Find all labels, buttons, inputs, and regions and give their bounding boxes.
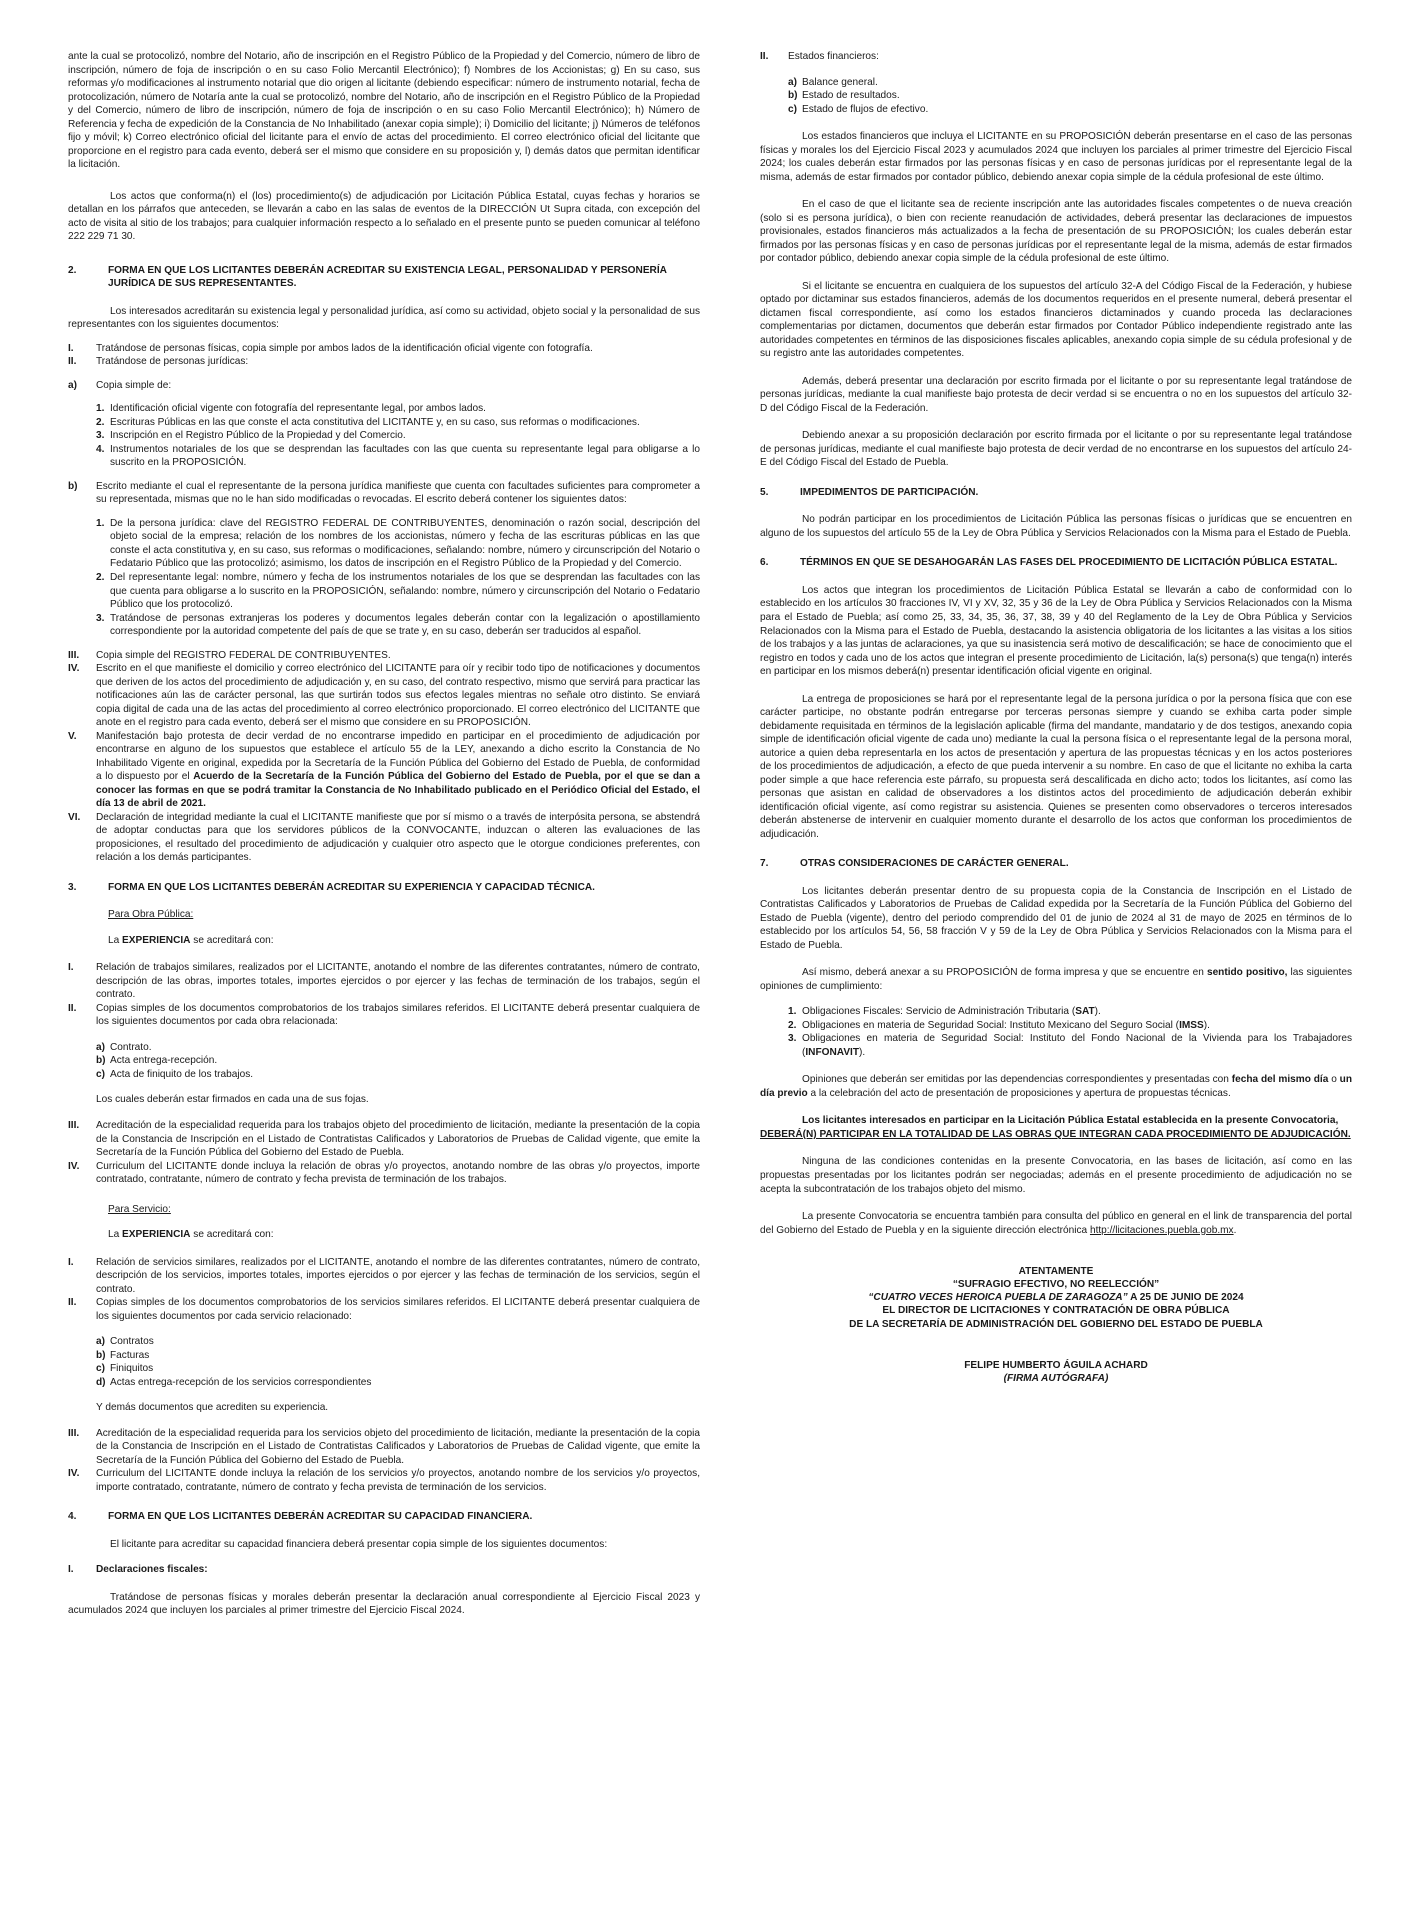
signature-note: (FIRMA AUTÓGRAFA) (1003, 1372, 1109, 1384)
list-item: IV. Curriculum del LICITANTE donde incluya la relación de los servicios y/o proyectos, anotando nombre de los servicios y/o proyectos, importe contratado, contratante, número de contrato y fecha prevista de terminación de los servicios. (68, 1468, 700, 1493)
estados-list (760, 76, 1352, 117)
b-items-list (68, 517, 700, 639)
list-item: 1. Identificación oficial vigente con fotografía del representante legal, por ambos lados. (96, 403, 486, 415)
list-item: c) Finiquitos (96, 1363, 154, 1375)
list-item: d) Actas entrega-recepción de los servicios correspondientes (96, 1376, 372, 1388)
list-item: VI. Declaración de integridad mediante la cual el LICITANTE manifieste que por sí mismo o a través de interpósita persona, se abstendrá de adoptar conductas para que los servidores públicos de la CONVOCANTE, induzcan o alteren las evaluaciones de las proposiciones, el resultado del procedimiento de adjudicación y cualquier otro aspecto que le otorgue condiciones preferentes, con relación a los demás participantes. (68, 811, 700, 864)
servicio-docs-list (68, 1335, 700, 1389)
section-2-intro: Los interesados acreditarán su existencia legal y personalidad jurídica, así como su actividad, objeto social y la personalidad de sus representantes con los siguientes documentos: (68, 305, 700, 331)
section-number: 4. (68, 1511, 77, 1523)
section-2-heading (68, 264, 700, 291)
list-item: I. Tratándose de personas físicas, copia simple por ambos lados de la identificación oficial vigente con fotografía. (68, 342, 593, 354)
right-column (760, 0, 1352, 1385)
section-number: 7. (760, 858, 769, 870)
list-item: I. Relación de trabajos similares, realizados por el LICITANTE, anotando el nombre de las diferentes contratantes, número de contrato, descripción de las obras, importes totales, importes ejercidos o por ejercer y las fechas de terminación de los trabajos, según el contrato. (68, 962, 700, 1001)
section-number: 6. (760, 557, 769, 569)
list-item: a) Copia simple de: (68, 379, 172, 391)
actos-paragraph: Los actos que conforma(n) el (los) procedimiento(s) de adjudicación por Licitación Pública Estatal, cuyas fechas y horarios se detallan en los párrafos que anteceden, se llevarán a cabo en las salas de eventos de la DIRECCIÓN Ut Supra citada, con excepción del acto de visita al sitio de los trabajos; para cualquier información respecto a lo señalado en el presente punto se pueden comunicar al teléfono 222 229 71 30. (68, 190, 700, 243)
paragraph: Debiendo anexar a su proposición declaración por escrito firmada por el licitante o por su representante legal tratándose de personas jurídicas, mediante el cual manifieste bajo protesta de decir verdad de no encontrarse en los supuestos del artículo 24-E del Código Fiscal del Estado de Puebla. (760, 430, 1352, 469)
paragraph: Los estados financieros que incluya el LICITANTE en su PROPOSICIÓN deberán presentarse en el caso de las personas físicas y morales los del Ejercicio Fiscal 2023 y acumulados 2024 que incluyen los parciales al primer trimestre del Ejercicio Fiscal 2024; los cuales deberán estar firmados por las personas físicas y en caso de personas jurídicas por el representante legal de la misma, además de estar firmados por contador público, debiendo anexar copia simple de la cédula profesional de este último. (760, 131, 1352, 183)
list-item: I. Declaraciones fiscales: (68, 1564, 208, 1576)
declaraciones-paragraph: Tratándose de personas físicas y morales deberán presentar la declaración anual correspondiente al Ejercicio Fiscal 2023 y acumulados 2024 que incluyen los parciales al primer trimestre del Ejercicio Fiscal 2024. (68, 1591, 700, 1617)
list-item: b) Facturas (96, 1349, 150, 1361)
list-item: II. Copias simples de los documentos comprobatorios de los servicios similares referidos. El LICITANTE deberá presentar cualquiera de los siguientes documentos por cada servicio relacionado: (68, 1297, 700, 1322)
paragraph: Así mismo, deberá anexar a su PROPOSICIÓN de forma impresa y que se encuentre en sentido positivo, las siguientes opiniones de cumplimiento: (760, 967, 1352, 992)
list-item: 3. Obligaciones en materia de Seguridad Social: Instituto del Fondo Nacional de la Vivienda para los Trabajadores (INFONAVIT). (788, 1033, 1352, 1058)
list-item: b) Acta entrega-recepción. (96, 1055, 218, 1067)
list-item: II. Estados financieros: (760, 51, 879, 62)
list-item: b) Estado de resultados. (788, 90, 900, 102)
paragraph: Opiniones que deberán ser emitidas por las dependencias correspondientes y presentadas con fecha del mismo día o un día previo a la celebración del acto de presentación de proposiciones y apertura de propuestas técnicas. (760, 1074, 1352, 1099)
list-item: c) Acta de finiquito de los trabajos. (96, 1068, 254, 1080)
obra-docs-list (68, 1041, 700, 1082)
paragraph: La entrega de proposiciones se hará por el representante legal de la persona jurídica o por la persona física que con ese carácter participe, no obstante podrán entregarse por terceras personas siempre y cuando se exhiba carta poder simple debidamente requisitada en términos de la legislación aplicable (firma del mandante, mandatario y de dos testigos, anexando copia simple de identificación oficial vigente de cada uno) mediante la cual la persona física o el representante legal de la persona moral, autorice a quien deba representarla en los actos de presentación y apertura de las propuestas técnicas y en los actos posteriores de los procedimientos de adjudicación, a efecto de que pueda intervenir a su nombre. En caso de que el licitante no exhiba la carta poder simple a que hace referencia este párrafo, su propuesta será descalificada en dicho acto; todos los licitantes, así como las personas que asistan en calidad de observadores a los distintos actos del procedimiento de adjudicación deberán exhibir identificación oficial vigente, así como registrar su asistencia. Quienes se presenten como observadores o terceros interesados deberán abstenerse de intervenir en cualquier momento durante el desarrollo de los actos que conforman los procedimientos de adjudicación. (760, 693, 1352, 840)
intro-paragraph: ante la cual se protocolizó, nombre del Notario, año de inscripción en el Registro Público de la Propiedad y del Comercio, número de libro de inscripción, número de foja de inscripción o en su caso Folio Mercantil Electrónico); f) Nombres de los Accionistas; g) En su caso, sus reformas y/o modificaciones al instrumento notarial que dio origen al licitante (debiendo especificar: número de instrumento notarial, fecha de protocolización, número de Notaría ante la cual se protocolizó, nombre del Notario, año de inscripción en el Registro Público de la Propiedad y del Comercio, número de libro de inscripción, número de foja de inscripción o en su caso Folio Mercantil Electrónico); h) Número de Referencia y fecha de expedición de la Constancia de No Inhabilitado (anexar copia simple); i) Domicilio del licitante; j) Números de teléfonos fijo y móvil; k) Correo electrónico oficial del licitante para el envío de actas del procedimiento. El correo electrónico oficial del licitante que proporcione en el registro para cada evento, deberá ser el mismo que considere en su proposición y, l) demás datos que permitan identificar la licitación. (68, 51, 700, 171)
experiencia-line: La EXPERIENCIA se acreditará con: (108, 934, 274, 946)
signer-office: DE LA SECRETARÍA DE ADMINISTRACIÓN DEL GOBIERNO DEL ESTADO DE PUEBLA (849, 1318, 1263, 1330)
list-item: 2. Obligaciones en materia de Seguridad Social: Instituto Mexicano del Seguro Social (IMSS). (788, 1019, 1210, 1031)
paragraph: Los licitantes deberán presentar dentro de su propuesta copia de la Constancia de Inscripción en el Listado de Contratistas Calificados y Laboratorios de Pruebas de Calidad expedida por la Secretaría de la Función Pública del Gobierno del Estado de Puebla (vigente), dentro del periodo comprendido del 01 de junio de 2024 al 31 de mayo de 2025 en términos de lo establecido por los artículos 54, 56, 58 fracción V y 59 de la Ley de Obra Pública y Servicios Relacionados con la Misma para el Estado de Puebla. (760, 885, 1352, 951)
section-title: FORMA EN QUE LOS LICITANTES DEBERÁN ACREDITAR SU EXPERIENCIA Y CAPACIDAD TÉCNICA. (108, 881, 595, 893)
list-item: 1. Obligaciones Fiscales: Servicio de Administración Tributaria (SAT). (788, 1006, 1101, 1018)
paragraph: Los actos que integran los procedimientos de Licitación Pública Estatal se llevarán a cabo de conformidad con lo establecido en los artículos 30 fracciones IV, VI y XV, 32, 35 y 36 de la Ley de Obra Pública y Servicios Relacionados con la Misma para el Estado de Puebla; así como 25, 33, 34, 35, 36, 37, 38, 39 y 40 del Reglamento de la Ley de Obra Pública y Servicios Relacionados con la Misma para el Estado de Puebla, destacando la asistencia obligatoria de los licitantes a las visitas a los sitios de los trabajos y a las juntas de aclaraciones, ya que su inasistencia será motivo de descalificación; se hace de conocimiento que el registro en todos y cada uno de los actos que integran el presente procedimiento de Licitación, la(s) persona(s) que tenga(n) interés en participar en los mismos deberá(n) presentar identificación oficial vigente en original. (760, 584, 1352, 678)
motto: “SUFRAGIO EFECTIVO, NO REELECCIÓN” (952, 1279, 1160, 1291)
place-date: “CUATRO VECES HEROICA PUEBLA DE ZARAGOZA” A 25 DE JUNIO DE 2024 (868, 1292, 1244, 1304)
section-number: 5. (760, 486, 769, 498)
signature-block (760, 1265, 1352, 1385)
transparency-link[interactable]: http://licitaciones.puebla.gob.mx (1089, 1224, 1234, 1236)
section-3-heading (68, 881, 700, 895)
left-column (68, 0, 700, 1618)
list-item: III. Copia simple del REGISTRO FEDERAL DE CONTRIBUYENTES. (68, 649, 391, 661)
list-item: c) Estado de flujos de efectivo. (788, 103, 929, 115)
list-item: III. Acreditación de la especialidad requerida para los servicios objeto del procedimiento de licitación, mediante la presentación de la copia de la Constancia de Inscripción en el Listado de Contratistas Calificados y Laboratorios de Pruebas de Calidad vigente, que emite la Secretaría de la Función Pública del Gobierno del Estado de Puebla. (68, 1427, 700, 1466)
servicio-subtitle: Para Servicio: (108, 1203, 171, 1215)
paragraph: No podrán participar en los procedimientos de Licitación Pública las personas físicas o jurídicas que se encuentren en alguno de los supuestos del artículo 55 de la Ley de Obra Pública y Servicios Relacionados con la Misma para el Estado de Puebla. (760, 514, 1352, 539)
section-7-heading (760, 857, 1352, 871)
participation-notice: Los licitantes interesados en participar en la Licitación Pública Estatal establecida en la presente Convocatoria, DEBERÁ(N) PARTICIPAR EN LA TOTALIDAD DE LAS OBRAS QUE INTEGRAN CADA PROCEDIMIENTO DE ADJUDICACIÓN. (760, 1115, 1351, 1140)
firmados-note: Los cuales deberán estar firmados en cada una de sus fojas. (96, 1094, 369, 1106)
list-item: a) Balance general. (788, 76, 878, 88)
obra-publica-subtitle: Para Obra Pública: (108, 909, 194, 921)
atentamente: ATENTAMENTE (1018, 1266, 1094, 1278)
list-item: b) Escrito mediante el cual el representante de la persona jurídica manifieste que cuenta con facultades suficientes para comprometer a su representada, mismas que no le han sido modificadas o revocadas. El escrito deberá contener los siguientes datos: (68, 480, 700, 506)
section-5-heading (760, 486, 1352, 500)
paragraph: Ninguna de las condiciones contenidas en la presente Convocatoria, en las bases de licitación, así como en las propuestas presentadas por los licitantes podrán ser negociadas; además en el presente procedimiento de adjudicación no se acepta la subcontratación de los trabajos objeto del mismo. (760, 1156, 1352, 1195)
section-number: 2. (68, 264, 77, 276)
signer-title: EL DIRECTOR DE LICITACIONES Y CONTRATACIÓN DE OBRA PÚBLICA (882, 1305, 1230, 1317)
list-item: I. Relación de servicios similares, realizados por el LICITANTE, anotando el nombre de las diferentes contratantes, número de contrato, descripción de los servicios, importes totales, importes ejercidos o por ejercer y las fechas de terminación de los servicios, según el contrato. (68, 1256, 700, 1295)
list-item: II. Copias simples de los documentos comprobatorios de los trabajos similares referidos. El LICITANTE deberá presentar cualquiera de los siguientes documentos por cada obra relacionada: (68, 1002, 700, 1028)
section-title: IMPEDIMENTOS DE PARTICIPACIÓN. (800, 486, 979, 498)
experiencia-line: La EXPERIENCIA se acreditará con: (108, 1229, 274, 1241)
section-6-heading (760, 556, 1352, 570)
demas-note: Y demás documentos que acrediten su experiencia. (96, 1402, 329, 1414)
list-item: 3. Inscripción en el Registro Público de la Propiedad y del Comercio. (96, 430, 406, 442)
section-4-heading (68, 1510, 700, 1524)
section-number: 3. (68, 881, 77, 893)
list-item: IV. Curriculum del LICITANTE donde incluya la relación de obras y/o proyectos, anotando nombre de las obras y/o proyectos, importe contratado, contratante, número de contrato y fecha prevista de terminación de los trabajos. (68, 1160, 700, 1186)
list-item: a) Contrato. (96, 1041, 152, 1053)
paragraph: Además, deberá presentar una declaración por escrito firmada por el licitante o por su representante legal tratándose de personas jurídicas, mediante la cual manifieste bajo protesta de decir verdad si se encuentra o no en los supuestos del artículo 32-D del Código Fiscal de la Federación. (760, 375, 1352, 414)
list-item: 3. Tratándose de personas extranjeras los poderes y documentos legales deberán contar con la legalización o apostillamiento correspondiente por la autoridad competente del país de que se trate y, en su caso, deberán ser traducidos al español. (96, 612, 700, 638)
section-title: FORMA EN QUE LOS LICITANTES DEBERÁN ACREDITAR SU EXISTENCIA LEGAL, PERSONALIDAD Y PERSONERÍA JURÍDICA DE SUS REPRESENTANTES. (108, 264, 667, 290)
list-item: 2. Del representante legal: nombre, número y fecha de los instrumentos notariales de los que se desprendan las facultades con las que cuenta para obligarse a lo suscrito en la PROPOSICIÓN, señalando: nombre, número y circunscripción del Notario o Fedatario Público que los protocolizó. (96, 571, 700, 611)
section-4-intro: El licitante para acreditar su capacidad financiera deberá presentar copia simple de los siguientes documentos: (110, 1538, 608, 1550)
section-title: FORMA EN QUE LOS LICITANTES DEBERÁN ACREDITAR SU CAPACIDAD FINANCIERA. (108, 1511, 533, 1523)
paragraph: En el caso de que el licitante sea de reciente inscripción ante las autoridades fiscales competentes o de nueva creación (solo si es persona jurídica), o bien con reciente reanudación de actividades, deberá presentar las declaraciones de impuestos provisionales, estados financieros más actualizados a la fecha de presentación de su PROPOSICIÓN; los cuales deberán estar firmados por las personas físicas y en caso de personas jurídicas por el representante legal de la misma, además de estar firmados por contador público, debiendo anexar copia simple de la cédula profesional de este último. (760, 199, 1352, 265)
list-item: a) Contratos (96, 1336, 154, 1348)
list-item: 1. De la persona jurídica: clave del REGISTRO FEDERAL DE CONTRIBUYENTES, denominación o razón social, descripción del objeto social de la empresa; relación de los nombres de los accionistas, número y fecha de las escrituras públicas en las que conste el acta constitutiva y, en su caso, sus reformas o modificaciones, señalando: nombre, número y circunscripción del Notario o Fedatario Público que las protocolizó; asimismo, los datos de inscripción en el Registro Público de la Propiedad y del Comercio. (96, 517, 700, 570)
signer-name: FELIPE HUMBERTO ÁGUILA ACHARD (964, 1359, 1148, 1371)
paragraph: La presente Convocatoria se encuentra también para consulta del público en general en el link de transparencia del portal del Gobierno del Estado de Puebla y en la siguiente dirección electrónica http://licitaciones.puebla.gob.mx. (760, 1211, 1352, 1236)
a-items-list (68, 402, 700, 470)
list-item: 4. Instrumentos notariales de los que se desprendan las facultades con las que cuenta su representante legal para obligarse a lo suscrito en la PROPOSICIÓN. (96, 443, 700, 469)
list-item: III. Acreditación de la especialidad requerida para los trabajos objeto del procedimiento de licitación, mediante la presentación de la copia de la Constancia de Inscripción en el Listado de Contratistas Calificados y Laboratorios de Pruebas de Calidad vigente, que emite la Secretaría de la Función Pública del Gobierno del Estado de Puebla. (68, 1120, 700, 1159)
section-title: TÉRMINOS EN QUE SE DESAHOGARÁN LAS FASES DEL PROCEDIMIENTO DE LICITACIÓN PÚBLICA ESTATAL. (800, 557, 1338, 569)
list-item: IV. Escrito en el que manifieste el domicilio y correo electrónico del LICITANTE para oír y recibir todo tipo de notificaciones y documentos que deriven de los actos del procedimiento de adjudicación y, en su caso, del contrato respectivo, mismo que servirá para practicar las notificaciones aún las de carácter personal, las que surtirán todos sus efectos legales mientras no señale otro distinto. Se enviará copia digital de cada una de las actas del procedimiento al correo electrónico proporcionado. El correo electrónico del LICITANTE que anote en el registro para cada evento, deberá ser el mismo que considere en su PROPOSICIÓN. (68, 663, 700, 729)
list-item: V. Manifestación bajo protesta de decir verdad de no encontrarse impedido en participar en el procedimiento de adjudicación por encontrarse en alguno de los supuestos que establece el artículo 55 de la LEY, anexando a dicho escrito la Constancia de No Inhabilitado Vigente en original, expedida por la Secretaría de la Función Pública del Gobierno del Estado de Puebla, de conformidad a lo dispuesto por el Acuerdo de la Secretaría de la Función Pública del Gobierno del Estado de Puebla, por el que se dan a conocer las formas en que se podrá tramitar la Constancia de No Inhabilitado publicado en el Periódico Oficial del Estado, el día 13 de abril de 2021. (68, 730, 700, 810)
opiniones-list (760, 1005, 1352, 1059)
section-title: OTRAS CONSIDERACIONES DE CARÁCTER GENERAL. (800, 858, 1069, 870)
paragraph: Si el licitante se encuentra en cualquiera de los supuestos del artículo 32-A del Código Fiscal de la Federación, y hubiese optado por dictaminar sus estados financieros, además de los documentos requeridos en el presente numeral, deberá presentar el dictamen fiscal correspondiente, así como los estados financieros dictaminados y cuando proceda las declaraciones complementarias por dictamen, documentos que deberán estar firmados por Contador Público independiente registrado ante las autoridades competentes en términos de las disposiciones fiscales aplicables, anexando copia simple de su cédula profesional y de su registro ante las autoridades competentes. (760, 280, 1352, 360)
list-item: II. Tratándose de personas jurídicas: (68, 356, 249, 368)
list-item: 2. Escrituras Públicas en las que conste el acta constitutiva del LICITANTE y, en su caso, sus reformas o modificaciones. (96, 416, 640, 428)
